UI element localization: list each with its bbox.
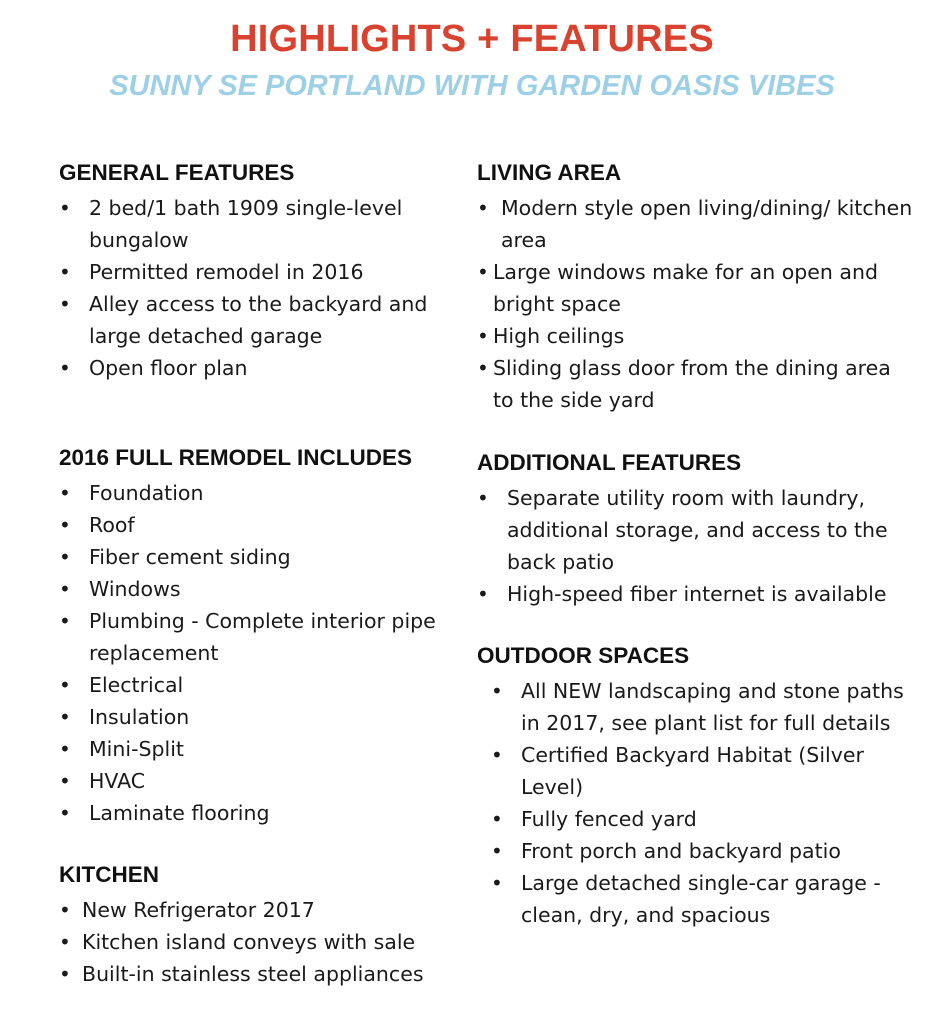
outdoor-spaces-heading: OUTDOOR SPACES	[477, 643, 690, 668]
page-subtitle: SUNNY SE PORTLAND WITH GARDEN OASIS VIBES	[109, 70, 835, 102]
list-item: • Insulation	[59, 701, 439, 733]
bullet-icon: •	[59, 356, 71, 380]
bullet-icon: •	[59, 769, 71, 793]
kitchen-list	[59, 894, 449, 990]
list-item: • Windows	[59, 573, 439, 605]
bullet-icon: •	[59, 513, 71, 537]
remodel-list	[59, 477, 439, 829]
bullet-icon: •	[59, 962, 71, 986]
bullet-icon: •	[491, 679, 503, 703]
general-features-list	[59, 192, 439, 384]
outdoor-spaces-list	[477, 675, 917, 931]
list-item: • Open floor plan	[59, 352, 439, 384]
list-item: • Fully fenced yard	[477, 803, 917, 835]
list-item: • Roof	[59, 509, 439, 541]
bullet-icon: •	[59, 577, 71, 601]
bullet-icon: •	[491, 839, 503, 863]
list-item: • New Refrigerator 2017	[59, 894, 449, 926]
bullet-icon: •	[491, 871, 503, 895]
bullet-icon: •	[491, 743, 503, 767]
outdoor-spaces-section	[477, 641, 917, 931]
list-item: • 2 bed/1 bath 1909 single-level bungalow	[59, 192, 439, 256]
list-item: • Large detached single-car garage - clean, dry, and spacious	[477, 867, 917, 931]
list-item: • All NEW landscaping and stone paths in 2017, see plant list for full details	[477, 675, 917, 739]
bullet-icon: •	[59, 260, 71, 284]
kitchen-section	[59, 860, 449, 990]
list-item: • Kitchen island conveys with sale	[59, 926, 449, 958]
kitchen-heading: KITCHEN	[59, 862, 159, 887]
remodel-heading: 2016 FULL REMODEL INCLUDES	[59, 445, 412, 470]
list-item: • Laminate flooring	[59, 797, 439, 829]
list-item: • Electrical	[59, 669, 439, 701]
bullet-icon: •	[59, 609, 71, 633]
living-area-list	[477, 192, 917, 416]
living-area-section	[477, 158, 917, 416]
list-item: • Foundation	[59, 477, 439, 509]
bullet-icon: •	[59, 673, 71, 697]
bullet-icon: •	[59, 898, 71, 922]
list-item: • Built-in stainless steel appliances	[59, 958, 449, 990]
page-title: HIGHLIGHTS + FEATURES	[230, 18, 714, 60]
list-item: • Modern style open living/dining/ kitchen area	[477, 192, 917, 256]
list-item: • Permitted remodel in 2016	[59, 256, 439, 288]
list-item: • Mini-Split	[59, 733, 439, 765]
general-features-heading: GENERAL FEATURES	[59, 160, 295, 185]
bullet-icon: •	[491, 807, 503, 831]
list-item: • HVAC	[59, 765, 439, 797]
additional-features-section	[477, 448, 917, 610]
bullet-icon: •	[59, 292, 71, 316]
list-item: • High-speed fiber internet is available	[477, 578, 917, 610]
bullet-icon: •	[477, 324, 489, 348]
bullet-icon: •	[59, 545, 71, 569]
list-item: • Plumbing - Complete interior pipe replacement	[59, 605, 439, 669]
bullet-icon: •	[477, 196, 489, 220]
list-item: • Sliding glass door from the dining area to the side yard	[477, 352, 917, 416]
additional-features-heading: ADDITIONAL FEATURES	[477, 450, 742, 475]
bullet-icon: •	[477, 486, 489, 510]
bullet-icon: •	[59, 801, 71, 825]
bullet-icon: •	[59, 930, 71, 954]
bullet-icon: •	[477, 582, 489, 606]
additional-features-list	[477, 482, 917, 610]
list-item: • High ceilings	[477, 320, 917, 352]
list-item: • Front porch and backyard patio	[477, 835, 917, 867]
list-item: • Fiber cement siding	[59, 541, 439, 573]
living-area-heading: LIVING AREA	[477, 160, 622, 185]
list-item: • Alley access to the backyard and large detached garage	[59, 288, 439, 352]
bullet-icon: •	[477, 260, 489, 284]
bullet-icon: •	[59, 737, 71, 761]
bullet-icon: •	[59, 196, 71, 220]
remodel-section	[59, 443, 439, 829]
general-features-section	[59, 158, 439, 384]
bullet-icon: •	[59, 481, 71, 505]
list-item: • Separate utility room with laundry, additional storage, and access to the back patio	[477, 482, 917, 578]
bullet-icon: •	[59, 705, 71, 729]
list-item: • Large windows make for an open and bright space	[477, 256, 917, 320]
list-item: • Certified Backyard Habitat (Silver Level)	[477, 739, 917, 803]
bullet-icon: •	[477, 356, 489, 380]
